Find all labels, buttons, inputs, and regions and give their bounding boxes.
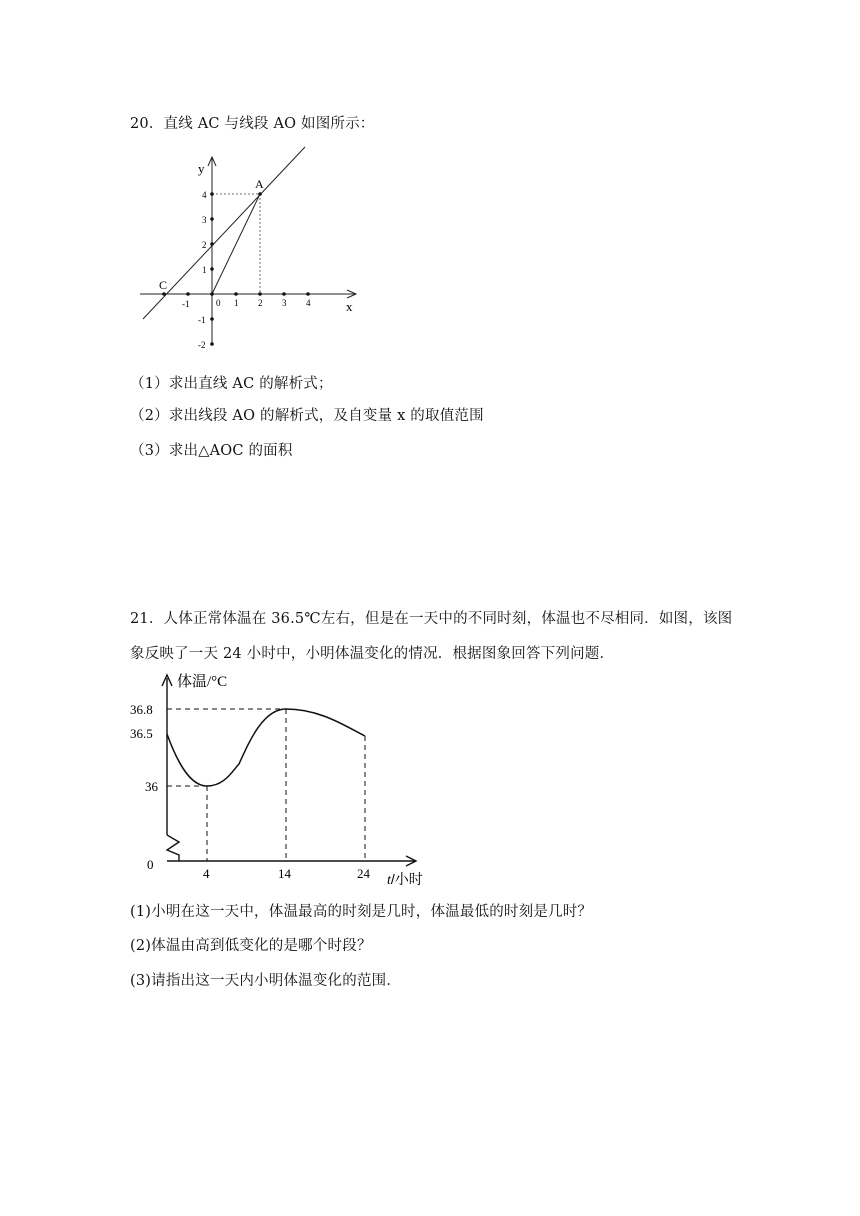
segment-ao	[212, 194, 260, 294]
x-tick-3: 3	[282, 298, 287, 308]
q21-line2: 象反映了一天 24 小时中，小明体温变化的情况．根据图象回答下列问题．	[130, 646, 615, 662]
point-o	[210, 292, 214, 296]
y-tick-36-5: 36.5	[130, 726, 153, 741]
point-x-1	[234, 292, 238, 296]
point-y-3	[210, 217, 214, 221]
point-a-label: A	[255, 177, 264, 191]
point-c	[162, 292, 166, 296]
y-axis-title: 体温/°C	[177, 674, 228, 690]
point-y-1	[210, 267, 214, 271]
y-tick-2: 2	[202, 240, 207, 250]
y-tick-4: 4	[202, 190, 207, 200]
q20-coordinate-graph	[130, 150, 370, 350]
point-a	[258, 192, 262, 196]
point-x-neg1	[186, 292, 190, 296]
x-tick-14: 14	[278, 866, 291, 881]
q21-line1: 21．人体正常体温在 36.5℃左右，但是在一天中的不同时刻，体温也不尽相同．如图，该图	[130, 611, 733, 627]
point-y-4	[210, 192, 214, 196]
x-axis-title-rest: /小时	[390, 871, 423, 887]
point-c-label: C	[159, 278, 168, 292]
x-tick-2: 2	[258, 298, 263, 308]
q20-sub2: （2）求出线段 AO 的解析式，及自变量 x 的取值范围	[130, 408, 484, 424]
q20-title: 20．直线 AC 与线段 AO 如图所示：	[130, 116, 375, 132]
chart-y-axis-break	[167, 835, 179, 861]
point-y-neg1	[210, 317, 214, 321]
x-axis-label: x	[346, 299, 353, 314]
x-axis-title	[387, 871, 423, 888]
x-tick-1: 1	[234, 298, 239, 308]
y-tick-neg2: -2	[198, 340, 206, 350]
y-tick-36-8: 36.8	[130, 702, 153, 717]
q20-sub1: （1）求出直线 AC 的解析式；	[130, 376, 333, 392]
y-axis-label: y	[198, 161, 205, 176]
point-y-2	[210, 242, 214, 246]
y-tick-3: 3	[202, 215, 207, 225]
x-tick-neg1: -1	[182, 299, 190, 309]
q21-sub1: (1)小明在这一天中，体温最高的时刻是几时，体温最低的时刻是几时？	[130, 904, 593, 920]
point-x-3	[282, 292, 286, 296]
q20-sub3: （3）求出△AOC 的面积	[130, 443, 293, 459]
x-tick-4: 4	[203, 866, 210, 881]
x-tick-4: 4	[306, 298, 311, 308]
line-ac	[143, 147, 305, 319]
q21-sub2: (2)体温由高到低变化的是哪个时段？	[130, 938, 372, 954]
temperature-curve	[167, 709, 365, 786]
x-axis-title-t: t	[387, 873, 391, 888]
y-tick-neg1: -1	[198, 315, 206, 325]
y-tick-36: 36	[145, 779, 158, 794]
q21-temperature-chart	[130, 670, 425, 890]
q21-sub3: (3)请指出这一天内小明体温变化的范围．	[130, 973, 402, 989]
origin-label: 0	[216, 298, 221, 308]
x-tick-0: 0	[147, 857, 154, 872]
point-x-2	[258, 292, 262, 296]
point-x-4	[306, 292, 310, 296]
x-tick-24: 24	[357, 866, 370, 881]
y-tick-1: 1	[202, 265, 207, 275]
point-y-neg2	[210, 342, 214, 346]
